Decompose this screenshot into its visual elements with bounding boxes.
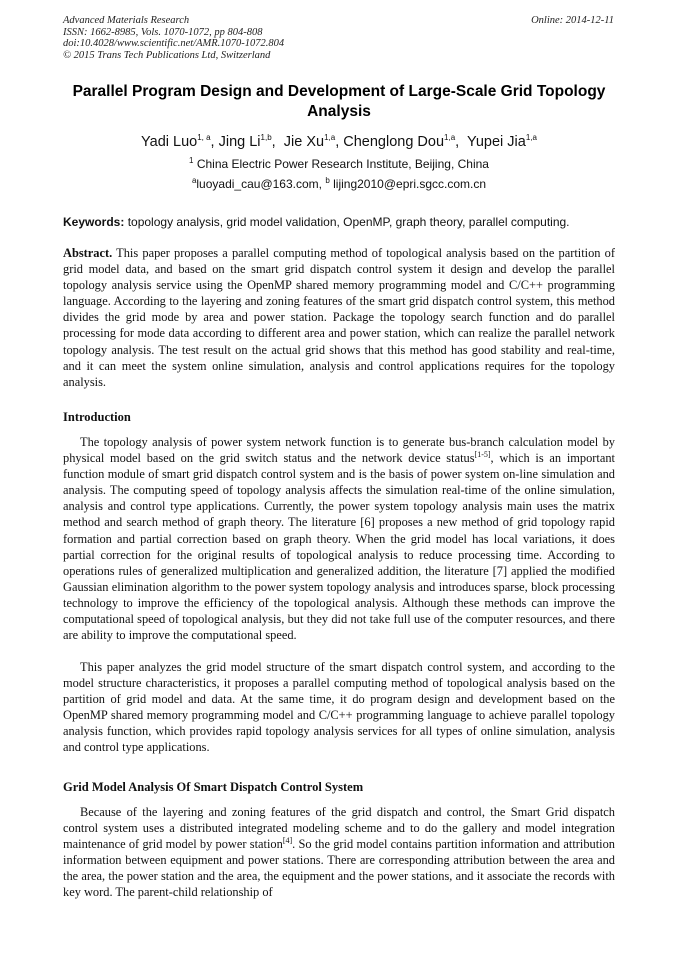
paragraph: This paper analyzes the grid model structure of the smart dispatch control system, and according to the model structure characteristics, it proposes a parallel computing method of topological analysis based on the partition of grid model and data. At the same time, it do program design and development based on the OpenMP shared memory programming model and C/C++ programming language to achieve parallel topology analysis function, which provides rapid topology analysis services for all types of online simulation, analysis and control type applications. xyxy=(63,660,615,755)
email-link[interactable]: luoyadi_cau@163.com, xyxy=(196,177,326,191)
keywords-label: Keywords: xyxy=(63,215,125,229)
keywords-text: topology analysis, grid model validation, OpenMP, graph theory, parallel computing. xyxy=(127,215,570,229)
abstract-label: Abstract. xyxy=(63,246,113,260)
copyright-line: © 2015 Trans Tech Publications Ltd, Switzerland xyxy=(63,49,271,61)
journal-name: Advanced Materials Research xyxy=(63,15,190,26)
abstract-text: This paper proposes a parallel computing method of topological analysis based on the partition of grid model data, and based on the smart grid dispatch control system it design and develop the parallel topology analysis service using the OpenMP shared memory programming model and C/C++ programming language. According to the layering and zoning features of the smart grid dispatch control system, this method divides the grid mode by area and power station. Package the topology search function and do parallel processing for mode data according to different area and power station, which can realize the parallel network topology analysis. The test result on the actual grid shows that this method has good stability and real-time, and it can meet the system online simulation, analysis and control applications requires for the topology analysis. xyxy=(63,246,615,389)
email-link[interactable]: lijing2010@epri.sgcc.com.cn xyxy=(333,177,487,191)
author-emails: $^a$luoyadi_cau@163.com, $^b$ lijing2010@epri.sgcc.com.cn xyxy=(191,176,487,191)
author: Yupei Jia$^{1,a}$ xyxy=(466,133,537,150)
paragraph: The topology analysis of power system network function is to generate bus-branch calculation model by physical model based on the grid switch status and the network device status[1-5], which is an important function module of smart grid dispatch control system and is the basis of power system on-line simulation and analysis. The computing speed of topology analysis affects the simulation real-time of the online simulation, analysis and control type applications. Currently, the power system topology analysis main uses the matrix method and search method of graph theory. The literature [6] proposes a new method of grid topology rapid formation and partial correction based on graph theory. When the grid model has local variations, it does partial correction for the original results of topological analysis to reduce processing time. According to operations rules of generalized multiplication and generalized addition, the literature [7] applied the modified Gaussian elimination algorithm to the power system topology analysis and introduces sparse, block processing technology to improve the efficiency of the topological analysis. Although these methods can improve the computational speed of topological analysis, but they did not take full use of the computer resources, and there are ability to improve the computational speed. xyxy=(63,435,615,643)
author: Yadi Luo$^{1, a}$, xyxy=(141,133,219,150)
keywords xyxy=(63,215,615,230)
author: Chenglong Dou$^{1,a}$, xyxy=(343,133,467,150)
author: Jie Xu$^{1,a}$, xyxy=(283,133,344,150)
paper-title: Parallel Program Design and Development of Large-Scale Grid Topology Analysis xyxy=(72,83,606,120)
section-heading-introduction: Introduction xyxy=(63,410,131,424)
citation: [1-5] xyxy=(474,449,491,459)
doi-line: doi:10.4028/www.scientific.net/AMR.1070-1072.804 xyxy=(63,38,285,50)
online-date: Online: 2014-12-11 xyxy=(531,15,614,26)
issn-line: ISSN: 1662-8985, Vols. 1070-1072, pp 804-808 xyxy=(63,26,263,38)
author-list xyxy=(58,133,620,151)
paragraph: Because of the layering and zoning features of the grid dispatch and control, the Smart Grid dispatch control system uses a distributed integrated modeling scheme and to do the gallery and model integration maintenance of grid model by power station[4]. So the grid model contains partition information and attribution information between equipment and power stations. There are corresponding attribution between the area and the area, the power station and the area, the equipment and the power stations, and it associate the records with key word. The parent-child relationship of xyxy=(63,805,615,900)
journal-header xyxy=(63,15,284,61)
author: Jing Li$^{1,b}$, xyxy=(218,133,284,150)
affiliation: $^1$ China Electric Power Research Institute, Beijing, China xyxy=(189,156,489,171)
abstract xyxy=(63,245,615,390)
citation: [4] xyxy=(282,836,293,846)
section-heading-grid-model: Grid Model Analysis Of Smart Dispatch Control System xyxy=(63,780,364,794)
